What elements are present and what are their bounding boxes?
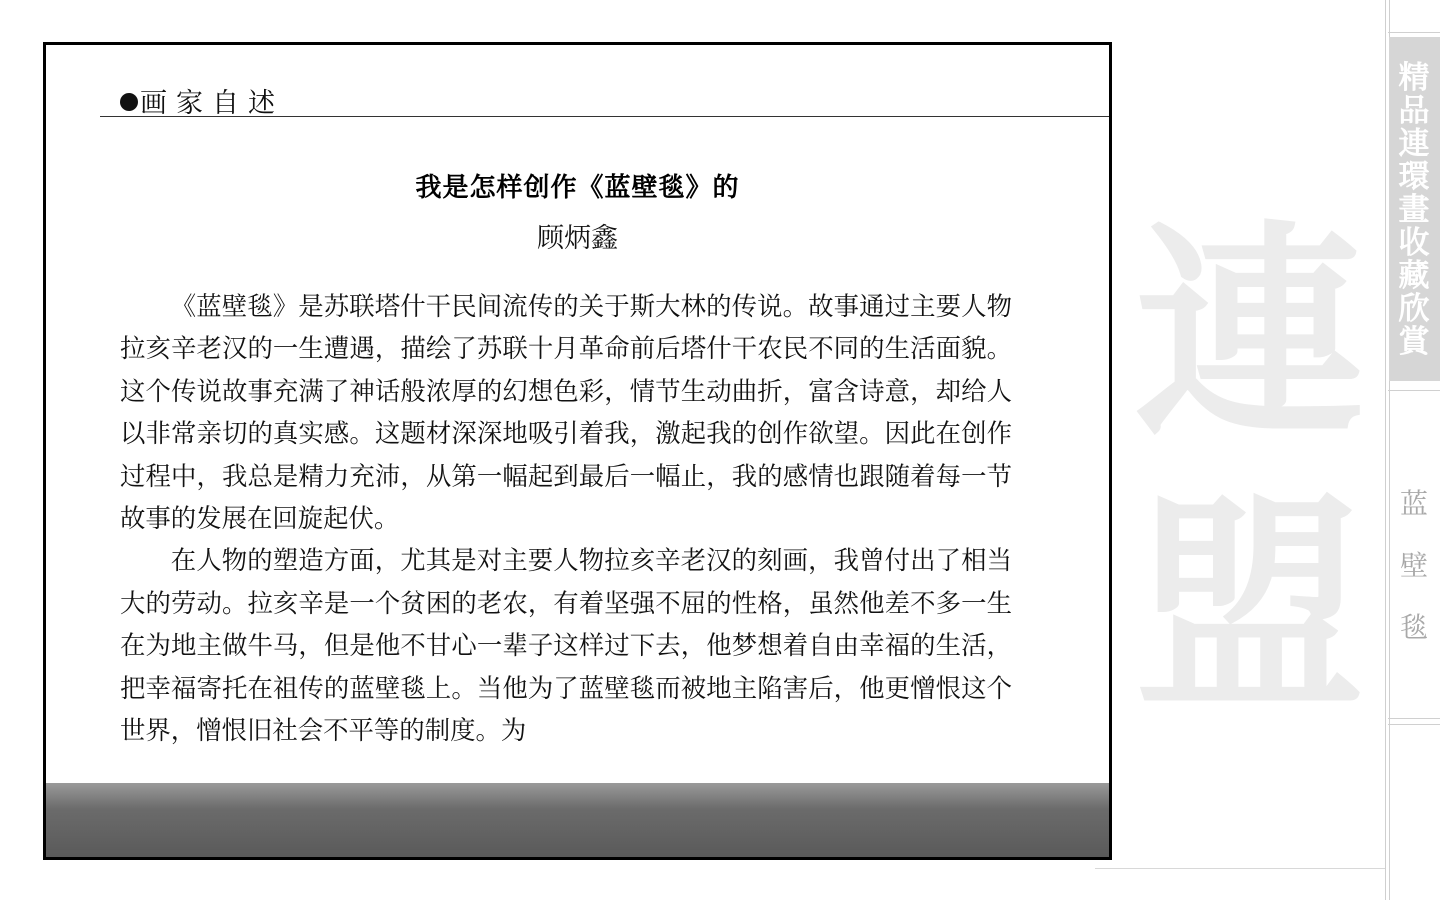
series-title: 精品連環畫收藏欣賞 (1398, 60, 1430, 360)
section-header (120, 81, 284, 120)
footer-rule (1095, 868, 1385, 869)
section-header-label: 画家自述 (140, 88, 284, 119)
sidebar-rule-lower (1388, 718, 1440, 719)
watermark-calligraphy: 連盟 (1134, 200, 1365, 740)
sidebar-rule-mid (1388, 390, 1440, 391)
scanned-page (43, 42, 1112, 860)
article-title: 我是怎样创作《蓝壁毯》的 (415, 173, 740, 203)
article-body (120, 285, 1012, 751)
paragraph: 《蓝壁毯》是苏联塔什干民间流传的关于斯大林的传说。故事通过主要人物拉亥辛老汉的一生遭遇，描绘了苏联十月革命前后塔什干农民不同的生活面貌。这个传说故事充满了神话般浓厚的幻想色彩，情节生动曲折，富含诗意，却给人以非常亲切的真实感。这题材深深地吸引着我，激起我的创作欲望。因此在创作过程中，我总是精力充沛，从第一幅起到最后一幅止，我的感情也跟随着每一节故事的发展在回旋起伏。 (120, 291, 1012, 534)
sidebar-rule-lower-2 (1388, 724, 1440, 725)
bullet-icon (120, 93, 138, 111)
header-rule (100, 116, 1109, 117)
paragraph: 在人物的塑造方面，尤其是对主要人物拉亥辛老汉的刻画，我曾付出了相当大的劳动。拉亥辛是一个贫困的老农，有着坚强不屈的性格，虽然他差不多一生在为地主做牛马，但是他不甘心一辈子这样过下去，他梦想着自由幸福的生活，把幸福寄托在祖传的蓝壁毯上。当他为了蓝壁毯而被地主陷害后，他更憎恨这个世界，憎恨旧社会不平等的制度。为 (120, 545, 1012, 746)
book-title: 蓝壁毯 (1399, 487, 1428, 644)
page-bottom-band (46, 783, 1109, 857)
article-author: 顾炳鑫 (537, 223, 618, 254)
sidebar-rule-top (1388, 32, 1440, 33)
